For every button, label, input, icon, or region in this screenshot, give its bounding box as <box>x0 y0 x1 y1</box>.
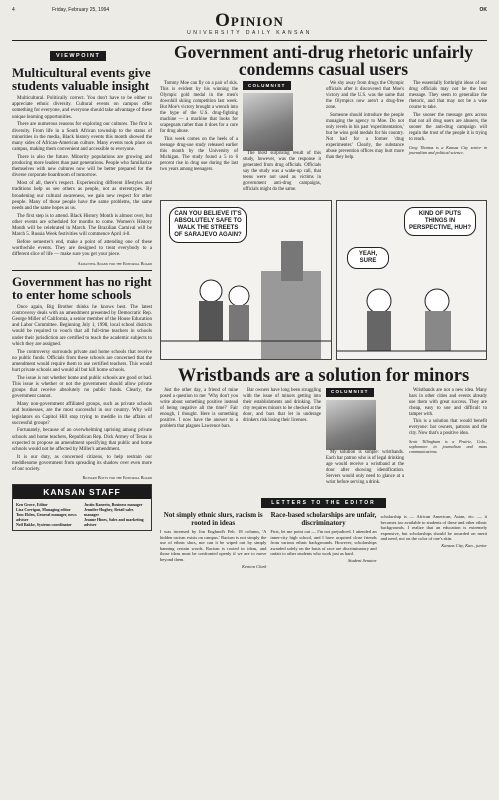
masthead <box>0 10 499 36</box>
letter <box>381 512 487 569</box>
speech-bubble-reply: YEAH, SURE <box>347 247 389 269</box>
staff-entry: Lisa Corrigan, Managing editor <box>16 507 71 513</box>
paragraph: This is a solution that would benefit everyone: bar owners, patrons and the city. Now that's a positive idea. <box>409 419 487 436</box>
paragraph: It is our duty, as concerned citizens, to help restrain our meddlesome government from spreading its shadow over even more of our society. <box>12 454 152 473</box>
paragraph: Someone should introduce the people managing the agency to Moe. Do not only revels in his past 'experimentation,' but he wins gold medals for his country. Not bad for a former 'drug experimenter.' Clearly, the substance abuse prevention offices may hurt more than they help. <box>326 112 404 160</box>
letter-body: scholarship is — African American, Asian, etc. — it becomes too available to students of these and other ethnic backgrounds. I realize that an education is extremely expensive, but scholarships should be awarded on merit and need, not on the color of one's skin. <box>380 514 487 542</box>
text-column <box>409 81 487 195</box>
column-1-author-note: Greg Thomas is a Kansas City senior in journalism and political science. <box>409 144 487 155</box>
staff-entry: Neil Bakke, Systems coordinator <box>16 522 72 528</box>
paragraph: The sooner the message gets across that not all drug users are abusers, the sooner the anti-drug campaign will regain the trust of the people it is trying to reach. <box>409 112 487 142</box>
column-2-body <box>160 388 487 488</box>
letter-signature: Kansas City, Kan., junior <box>441 542 487 548</box>
text-column <box>409 388 487 488</box>
editorial-1-headline: Multicultural events give students valuable insight <box>12 65 151 93</box>
cartoon-sarajevo <box>160 200 332 360</box>
columnist-photo <box>243 93 293 151</box>
staff-box <box>12 484 152 531</box>
paragraph: The most surprising result of this study, however, was the response it generated from drug officials. Officials say the study was a wake-up call, that teens were not used as victims in government anti-drug campaigns, officials might do the same. <box>243 151 321 192</box>
editorial-1-body <box>12 96 152 259</box>
paragraph: Before semester's end, make a point of attending one of these worthwhile events. They are designed to treat everybody to a different slice of life — make sure you get your piece. <box>12 239 152 258</box>
paragraph: Bar owners have long been struggling with the issue of minors getting into their establishments and drinking. The city requires minors to be checked at the door, and bars that let in underage drinkers risk losing their licenses. <box>243 387 321 423</box>
cartoon-drawing <box>337 201 487 360</box>
letter <box>270 512 376 569</box>
viewpoint-label: VIEWPOINT <box>50 51 106 61</box>
paragraph: This week comes on the heels of a teenage drug-use study released earlier this month by the University of Michigan. The study found a 5 to 6 percent rise in drug use during the last two years among teenagers. <box>160 136 238 172</box>
section-title: Opinion <box>215 10 284 31</box>
editorial-2-byline: Richard Botts for the Editorial Board <box>82 475 152 481</box>
paragraph: Fortunately, because of an overwhelming uprising among private schools and home teachers, Republican Rep. Dick Armey of Texas is expected to propose an amendment specifying that public and home schools would not be affected by Miller's amendment. <box>12 428 152 453</box>
letters-section <box>160 512 487 569</box>
staff-entry: Jeanne Hines, Sales and marketing adviser <box>84 517 144 528</box>
paragraph: Most of all, there's respect. Experiencing different lifestyles and traditions help us see others as people, not as stereotypes. By broadening our cultural awareness, we gain new respect for other people. Many of those people have the same problems, the same needs and the same hopes as us. <box>12 181 152 211</box>
corner-label: OK <box>479 7 487 13</box>
letter-headline: Race-based scholarships are unfair, discriminatory <box>270 511 377 527</box>
text-column <box>243 81 321 195</box>
text-column <box>160 81 238 195</box>
page-number: 4 <box>12 7 15 13</box>
letters-header <box>160 491 487 509</box>
editorial-2-headline: Government has no right to enter home schools <box>12 273 152 302</box>
letter-headline: Not simply ethnic slurs, racism is rooted in ideas <box>163 511 263 527</box>
column-2-author-note: Scott Tillingham is a Prairie, Colo., sophomore in journalism and mass communications. <box>409 439 487 454</box>
paragraph: Once again, Big Brother thinks he knows best. The latest controversy deals with an amendment presented by Democratic Rep. George Miller of California, a senior member of the House Education and Labor Committee. Beginning July 1, 1998, local school districts would be required to vouch that all full-time teachers in schools under their jurisdiction are certified to teach the academic subjects to which they are assigned. <box>12 304 152 347</box>
cartoon-drawing <box>161 201 332 360</box>
paragraph: The essentially forthright ideas of our drug officials may not be the best message. They seem to generalize the rhetoric, and that may not be a wise course to take. <box>409 81 487 110</box>
letter-signature: Kenton Clark <box>241 563 267 569</box>
paragraph: My solution is simple: wristbands. Each bar patron who is of legal drinking age would receive a wristband at the door after showing identification. Servers would only need to glance at a wrist before serving a drink. <box>326 449 404 485</box>
text-column <box>326 81 404 195</box>
text-column <box>243 388 321 488</box>
staff-grid <box>13 499 151 530</box>
cartoons <box>160 200 487 360</box>
paragraph: Many non-government affiliated groups, such as private schools and businesses, are the most successful in our country. Why will legislators on Capitol Hill stop trying to meddle in the affairs of successful groups? <box>12 402 152 426</box>
letters-label: LETTERS TO THE EDITOR <box>261 498 386 508</box>
staff-entry: Tom Eblen, General manager, news adviser <box>16 512 77 523</box>
letter-body: First, let me point out — I'm not prejudiced. I attended an inner-city high school, and I have acquired close friends from various ethnic backgrounds. However, scholarships awarded solely on the basis of race are discriminatory and unfair to other students who work just as hard. <box>270 529 377 557</box>
column-1-body <box>160 81 487 195</box>
paragraph: Just the other day, a friend of mine posed a question to me: 'Why don't you write about something positive instead of being negative all the time?' Fair enough, I thought. Here is something positive. I now have the answer to a problem that plagues Lawrence bars. <box>160 387 238 429</box>
staff-col-1 <box>16 502 80 527</box>
columnist-label: COLUMNIST <box>243 81 291 90</box>
paragraph: The controversy surrounds private and home schools that receive no public funds. Officials from these schools are concerned that the amendment would require them to use certified teachers. This would hurt private schools and would all but kill home schools. <box>12 349 152 374</box>
speech-bubble: KIND OF PUTS THINGS IN PERSPECTIVE, HUH? <box>404 207 476 236</box>
staff-col-2 <box>84 502 148 527</box>
staff-title: KANSAN STAFF <box>13 485 151 499</box>
issue-date: Friday, February 25, 1994 <box>52 7 110 13</box>
paper-name: UNIVERSITY DAILY KANSAN <box>187 30 312 36</box>
letter-body: I was incensed by Jon Englund's Feb. 18 column, 'A hidden racism exists on campus.' Racism is not simply the use of ethnic slurs, nor can it be wiped out by simply banning certain words. Racism is rooted in ideas, and those ideas must be confronted openly if we are to move beyond them. <box>160 529 267 562</box>
letter <box>160 512 266 569</box>
paragraph: There is also the future. Minority populations are growing and producing more leaders than past generations. People who familiarize themselves with new cultures now will be better prepared for the diverse corporate boardroom of tomorrow. <box>12 154 152 179</box>
text-column <box>160 388 238 488</box>
text-column <box>326 388 404 488</box>
editorial-1-byline: Samantha Adams for the Editorial Board <box>78 260 152 266</box>
paragraph: There are numerous reasons for exploring our cultures. The first is diversity. From life in a South African township to the status of minorities in the media, Black history events this month showed the many sides of African-American culture. Many events took place on campus, making them convenient and accessible to everyone. <box>12 122 152 153</box>
staff-entry: Justin Kanerin, Business manager <box>84 502 143 508</box>
columnist-photo <box>326 400 376 450</box>
paragraph: We shy away from drugs the Olympic officials after it discovered that Moe's victory and the U.S. was the same that the Olympics now aren't a drug-free zone. <box>326 81 404 110</box>
editorial-2-body <box>12 305 152 474</box>
columnist-label: COLUMNIST <box>326 388 374 397</box>
column-1-headline: Government anti-drug rhetoric unfairly condemns casual users <box>174 42 473 79</box>
paragraph: Multicultural. Politically correct. You don't have to be either to appreciate ethnic diversity. Cultural events on campus offer something for everyone, and everyone should take advantage of these unique learning opportunities. <box>12 96 152 120</box>
right-column <box>160 44 487 569</box>
staff-entry: Ken Grove, Editor <box>16 502 48 508</box>
paragraph: Wristbands are not a new idea. Many bars in other cities and events already use them with great success. They are cheap, easy to use and difficult to tamper with. <box>409 387 487 417</box>
column-2-headline: Wristbands are a solution for minors <box>177 365 470 386</box>
masthead-rule <box>12 40 487 41</box>
left-column <box>12 44 152 531</box>
paragraph: The issue is not whether home and public schools are good or bad. This issue is whether or not the government should allow private groups that receive absolutely no public funds. Clearly, the government cannot. <box>12 375 152 400</box>
staff-entry: Jennifer Hughey, Retail sales manager <box>84 507 134 518</box>
cartoon-perspective <box>336 200 487 360</box>
divider <box>12 270 152 271</box>
speech-bubble: CAN YOU BELIEVE IT'S ABSOLUTELY SAFE TO WALK THE STREETS OF SARAJEVO AGAIN? <box>169 207 247 243</box>
paragraph: The first step is to attend. Black History Month is almost over, but other events are scheduled for months to come. Women's History Month will be celebrated in March. The Brazilian Carnival will be March 5. Russia Week festivities will commence April 4-8. <box>12 213 152 238</box>
letter-signature: Student Senator <box>348 557 377 563</box>
paragraph: Tommy Moe can fly on a pair of skis. This is evident by his winning the Olympic gold medal in the men's downhill skiing competition last week. But Moe's victory brought a wrench into the hype of the U.S. drug-fighting machine — a machine that looks for scapegoats rather than it does for a cure for drug abuse. <box>160 81 238 134</box>
